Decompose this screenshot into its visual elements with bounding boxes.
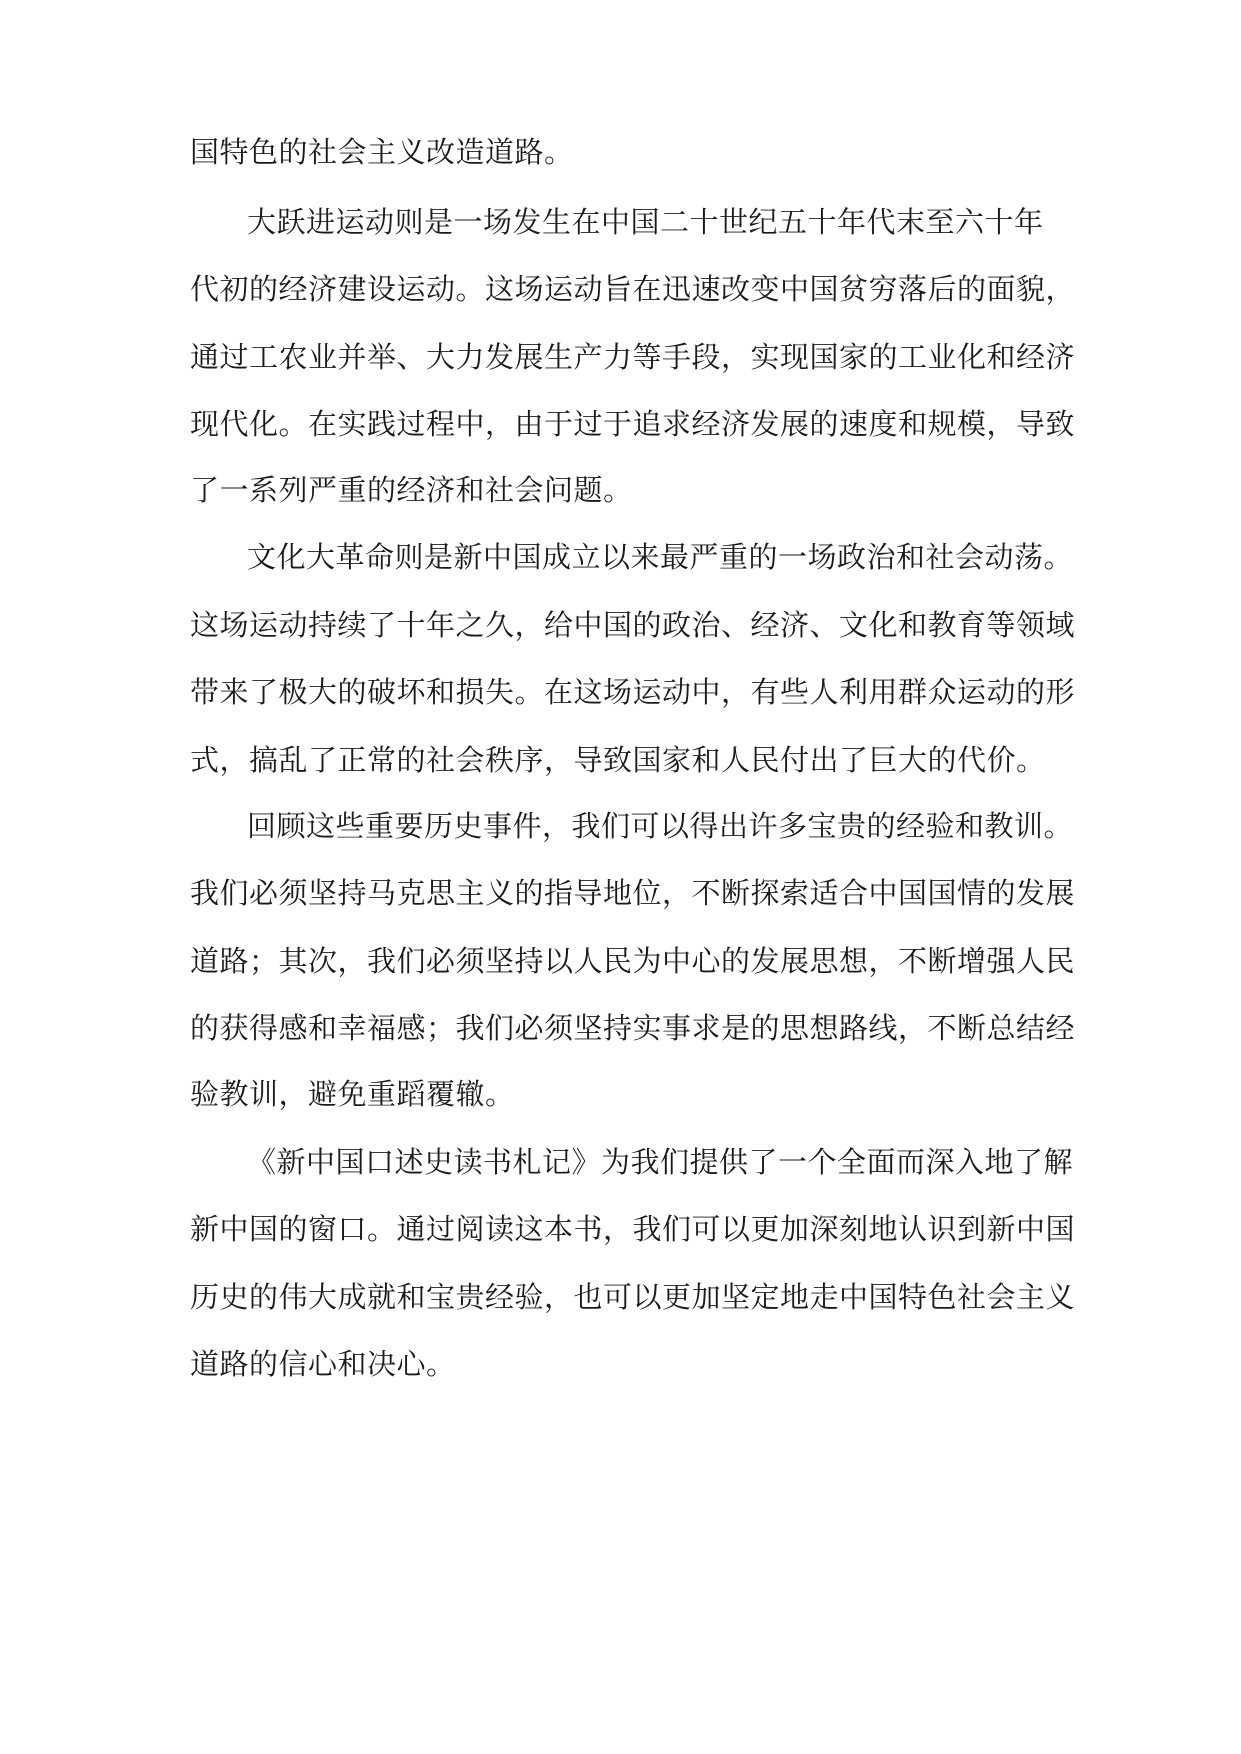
text-line: 新中国的窗口。通过阅读这本书，我们可以更加深刻地认识到新中国: [190, 1212, 1076, 1246]
text-line: 通过工农业并举、大力发展生产力等手段，实现国家的工业化和经济: [190, 340, 1076, 374]
paragraph-first-line: 《新中国口述史读书札记》为我们提供了一个全面而深入地了解: [247, 1145, 1074, 1179]
text-line: 国特色的社会主义改造道路。: [190, 135, 574, 169]
text-line: 这场运动持续了十年之久，给中国的政治、经济、文化和教育等领域: [190, 608, 1076, 642]
text-line: 带来了极大的破坏和损失。在这场运动中，有些人利用群众运动的形: [190, 675, 1076, 709]
text-line: 道路；其次，我们必须坚持以人民为中心的发展思想，不断增强人民: [190, 944, 1076, 978]
text-line: 现代化。在实践过程中，由于过于追求经济发展的速度和规模，导致: [190, 407, 1076, 441]
text-line: 代初的经济建设运动。这场运动旨在迅速改变中国贫穷落后的面貌，: [190, 272, 1076, 306]
text-line: 式，搞乱了正常的社会秩序，导致国家和人民付出了巨大的代价。: [190, 743, 1046, 777]
paragraph-first-line: 文化大革命则是新中国成立以来最严重的一场政治和社会动荡。: [247, 540, 1074, 574]
text-line: 历史的伟大成就和宝贵经验，也可以更加坚定地走中国特色社会主义: [190, 1280, 1076, 1314]
paragraph-first-line: 回顾这些重要历史事件，我们可以得出许多宝贵的经验和教训。: [247, 809, 1074, 843]
text-line: 的获得感和幸福感；我们必须坚持实事求是的思想路线，不断总结经: [190, 1011, 1076, 1045]
text-line: 了一系列严重的经济和社会问题。: [190, 473, 633, 507]
text-line: 我们必须坚持马克思主义的指导地位，不断探索适合中国国情的发展: [190, 876, 1076, 910]
text-line: 验教训，避免重蹈覆辙。: [190, 1077, 515, 1111]
paragraph-first-line: 大跃进运动则是一场发生在中国二十世纪五十年代末至六十年: [247, 205, 1044, 239]
text-line: 道路的信心和决心。: [190, 1347, 456, 1381]
